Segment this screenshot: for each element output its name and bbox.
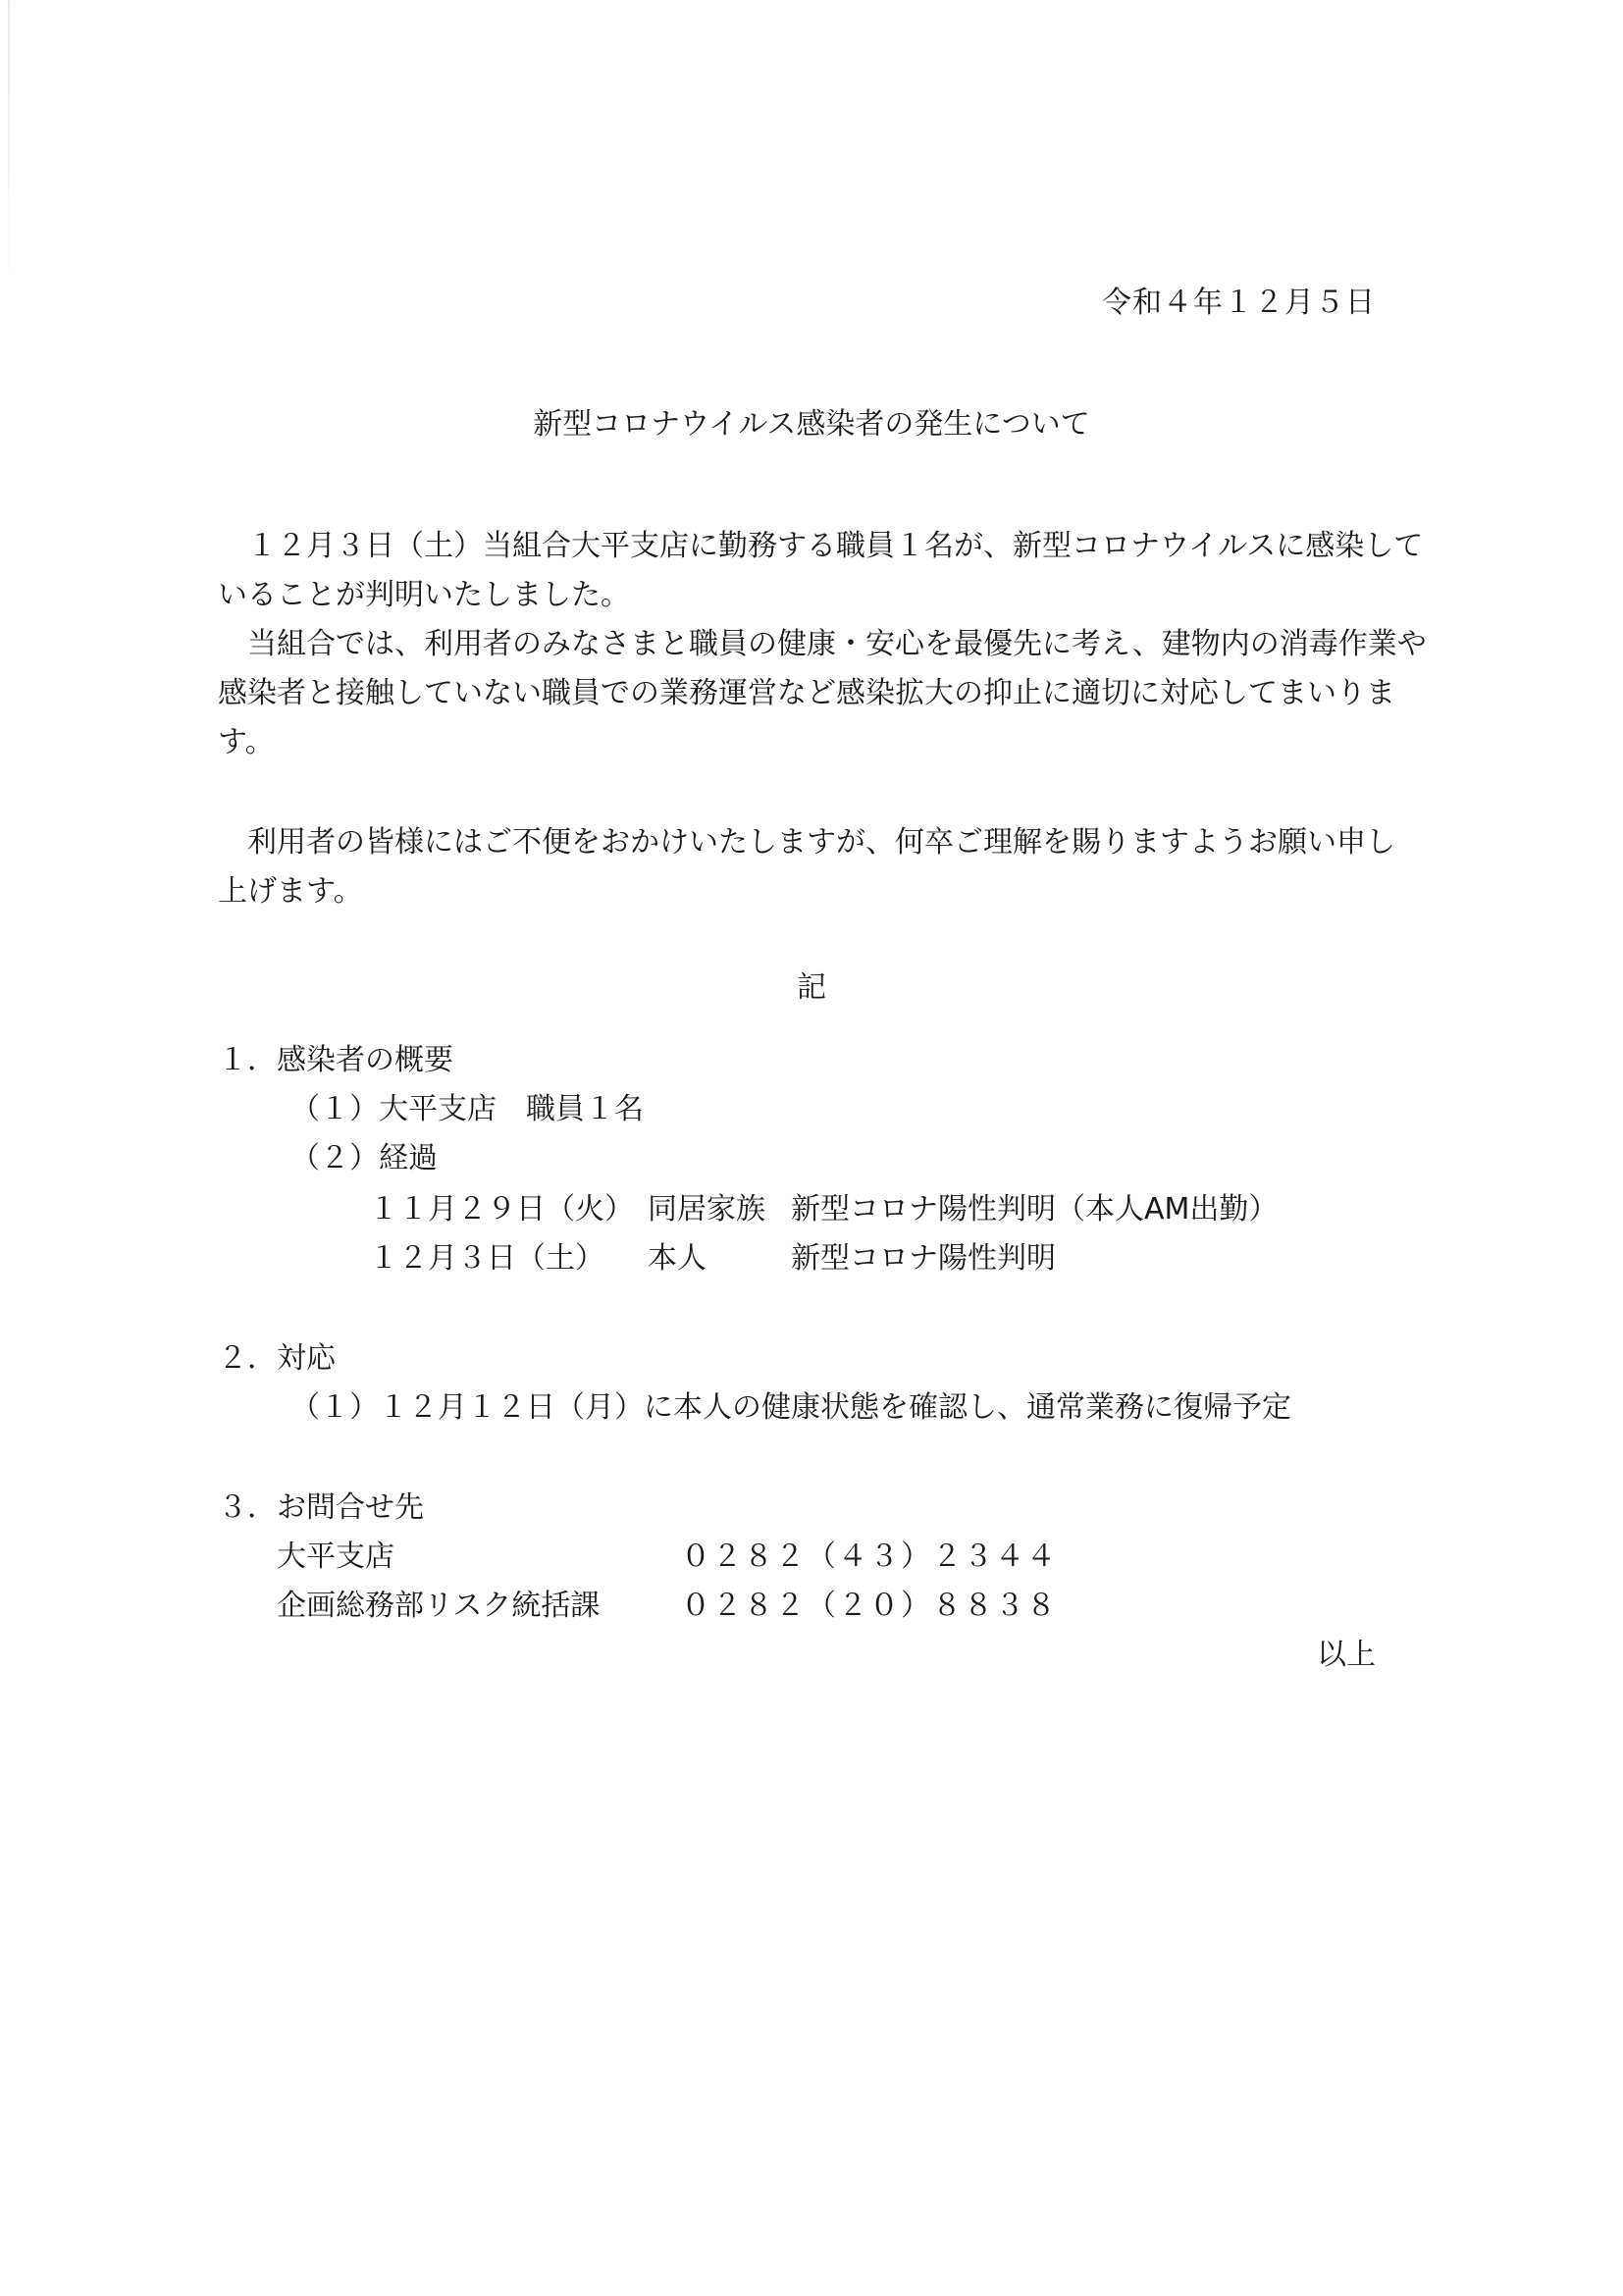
section3-heading: ３．お問合せ先 <box>218 1490 424 1525</box>
document-title: 新型コロナウイルス感染者の発生について <box>533 407 1090 442</box>
event-date: １２月３日（土） <box>369 1241 604 1276</box>
event-date: １１月２９日（火） <box>369 1192 634 1226</box>
contact-name: 企画総務部リスク統括課 <box>277 1589 601 1623</box>
intro-paragraph-3 <box>218 818 1395 916</box>
ki-heading: 記 <box>797 970 826 1005</box>
contact-tel: ０２８２（４３）２３４４ <box>681 1539 1058 1574</box>
document-date: 令和４年１２月５日 <box>1102 286 1376 320</box>
page-edge-shadow <box>8 0 10 294</box>
section2-item1: （１）１２月１２日（月）に本人の健康状態を確認し、通常業務に復帰予定 <box>290 1390 1291 1425</box>
intro-p3-line2: 上げます。 <box>218 874 363 909</box>
event-who: 同居家族 <box>648 1192 765 1226</box>
intro-paragraph-1 <box>218 522 1427 767</box>
intro-p2-line3: す。 <box>218 725 275 759</box>
intro-p1-line2: いることが判明いたしました。 <box>218 578 630 612</box>
closing-mark: 以上 <box>1317 1638 1376 1672</box>
contact-tel: ０２８２（２０）８８３８ <box>681 1589 1058 1623</box>
event-what: 新型コロナ陽性判明（本人AM出勤） <box>791 1192 1279 1226</box>
contact-name: 大平支店 <box>277 1539 394 1574</box>
section1-item2: （２）経過 <box>290 1141 438 1175</box>
event-what: 新型コロナ陽性判明 <box>791 1241 1056 1276</box>
intro-p2-line2: 感染者と接触していない職員での業務運営など感染拡大の抑止に適切に対応してまいりま <box>218 676 1395 710</box>
intro-p3-line1: 利用者の皆様にはご不便をおかけいたしますが、何卒ご理解を賜りますようお願い申し <box>247 825 1395 860</box>
event-who: 本人 <box>648 1241 707 1276</box>
intro-p2-line1: 当組合では、利用者のみなさまと職員の健康・安心を最優先に考え、建物内の消毒作業や <box>247 627 1427 661</box>
section2-heading: ２．対応 <box>218 1341 336 1376</box>
intro-p1-line1: １２月３日（土）当組合大平支店に勤務する職員１名が、新型コロナウイルスに感染して <box>247 529 1424 563</box>
section1-heading: １．感染者の概要 <box>218 1043 453 1077</box>
section1-item1: （１）大平支店 職員１名 <box>290 1092 644 1126</box>
